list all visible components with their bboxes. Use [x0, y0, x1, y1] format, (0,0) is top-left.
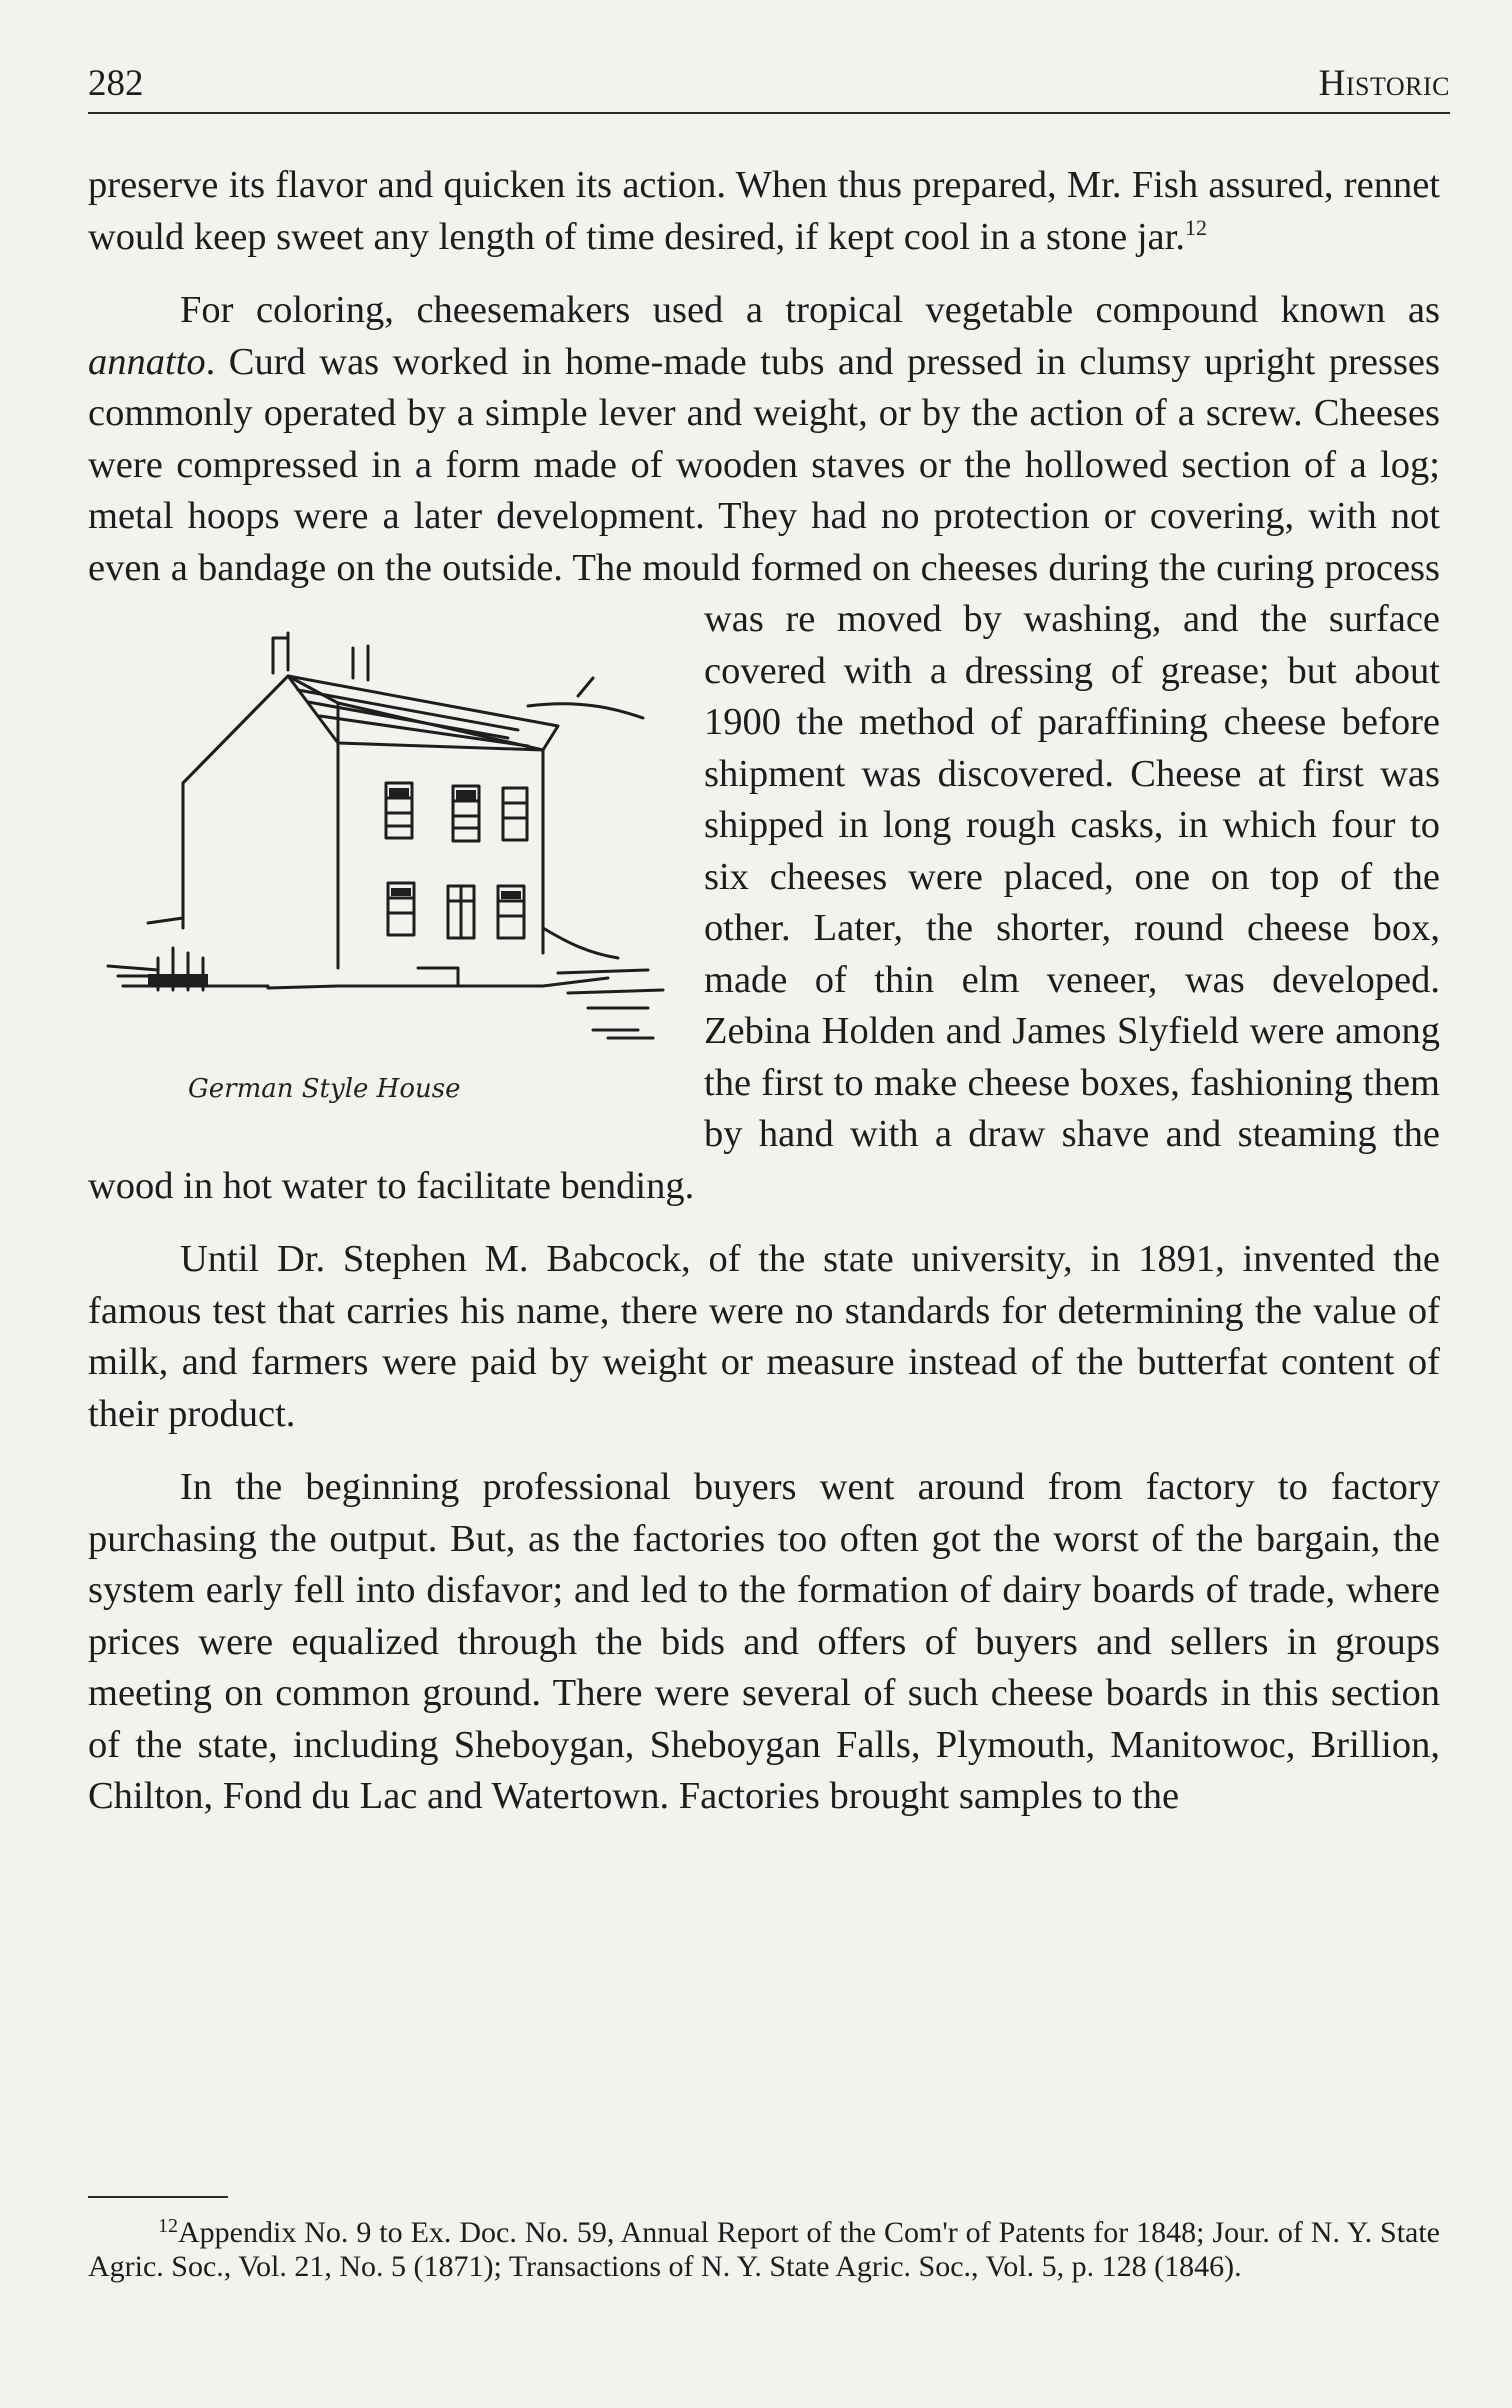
- paragraph-2: For coloring, cheesemakers used a tropical vegetable compound known as annatto. Curd was worked in home-made tubs and pressed in clumsy upright presses commonly operated by a simple lever and weight, or by the action of a screw. Cheeses were compressed in a form made of wooden staves or the hollowed section of a log; metal hoops were a later development. They had no protection or covering, with not even a bandage on the outside. The mould formed on cheeses during the curing process was re German Style House moved by washing, and the surface covered with a dressing of grease; but about 1900 the method of paraffining cheese before shipment was discovered. Cheese at first was shipped in long rough casks, in which four to six cheeses were placed, one on top of the other. Later, the shorter, round cheese box, made of thin elm veneer, was developed. Zebina Holden and James Slyfield were among the first to make cheese boxes, fashioning them by hand with a draw shave and steaming the wood in hot water to facilitate bending.: [88, 289, 1440, 1207]
- paragraph-1: preserve its flavor and quicken its action. When thus prepared, Mr. Fish assured, rennet would keep sweet any length of time desired, if kept cool in a stone jar.$^{12}$: [88, 164, 1440, 258]
- body-text: [88, 160, 1440, 1845]
- german-style-house-figure: [88, 598, 678, 1154]
- figure-caption: German Style House: [188, 1074, 461, 1104]
- running-head: Historic: [1318, 63, 1450, 104]
- paragraph-3: Until Dr. Stephen M. Babcock, of the state university, in 1891, invented the famous test that carries his name, there were no standards for determining the value of milk, and farmers were paid by weight or measure instead of the butterfat content of their product.: [88, 1238, 1440, 1435]
- page-number: 282: [88, 63, 144, 104]
- footnote-reference[interactable]: 12: [1184, 214, 1207, 240]
- footnote-mark: 12: [158, 2215, 178, 2237]
- paragraph-4: In the beginning professional buyers went around from factory to factory purchasing the output. But, as the factories too often got the worst of the bargain, the system early fell into disfavor; and led to the formation of dairy boards of trade, where prices were equalized through the bids and offers of buyers and sellers in groups meeting on common ground. There were several of such cheese boards in this section of the state, including Sheboygan, Sheboygan Falls, Plymouth, Manitowoc, Brillion, Chilton, Fond du Lac and Watertown. Factories brought samples to the: [88, 1466, 1440, 1817]
- footnote-text: Appendix No. 9 to Ex. Doc. No. 59, Annual Report of the Com'r of Patents for 1848; Jour. of N. Y. State Agric. Soc., Vol. 21, No. 5 (1871); Transactions of N. Y. State Agric. Soc., Vol. 5, p. 128 (1846).: [88, 2216, 1440, 2283]
- annatto-term: annatto: [88, 340, 206, 383]
- house-sketch-icon: [88, 598, 678, 1118]
- footnote-divider: [88, 2196, 228, 2198]
- page-header: [88, 60, 1450, 114]
- footnote: [88, 2216, 1440, 2284]
